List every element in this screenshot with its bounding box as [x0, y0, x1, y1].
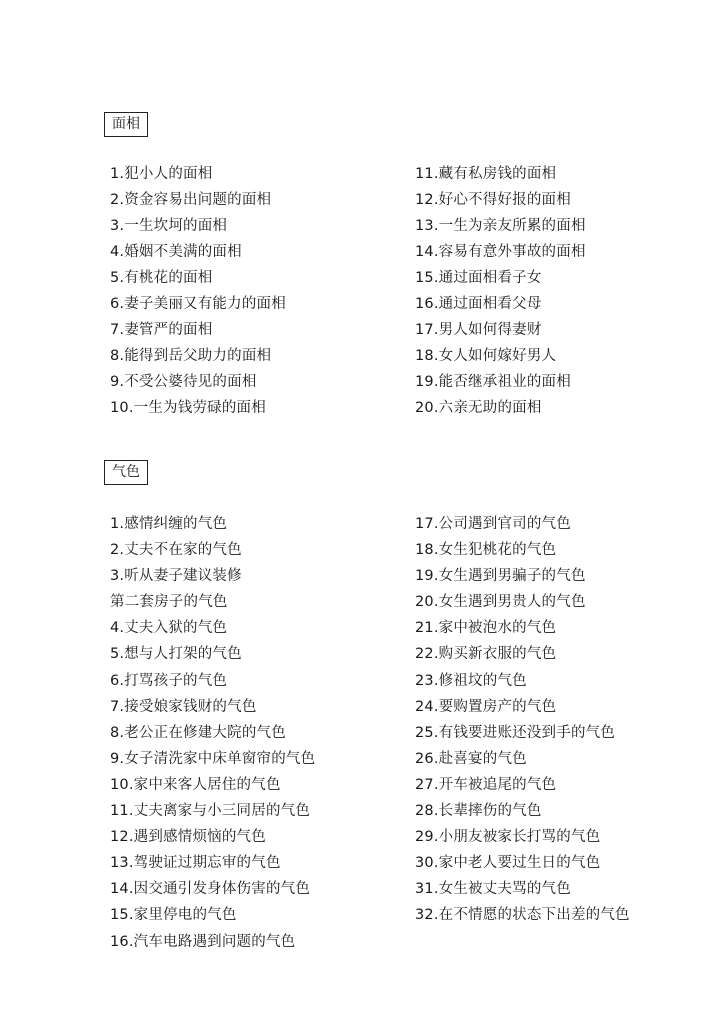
list-item: 20.六亲无助的面相	[415, 400, 542, 416]
list-item: 17.男人如何得妻财	[415, 322, 542, 338]
list-item: 22.购买新衣服的气色	[415, 646, 557, 663]
list-item: 13.驾驶证过期忘审的气色	[110, 855, 281, 872]
list-item: 9.不受公婆待见的面相	[110, 374, 257, 390]
list-item: 10.一生为钱劳碌的面相	[110, 400, 266, 416]
list-item: 7.接受娘家钱财的气色	[110, 698, 257, 715]
list-item: 3.一生坎坷的面相	[110, 218, 228, 234]
list-item: 2.丈夫不在家的气色	[110, 542, 242, 559]
list-item: 5.有桃花的面相	[110, 270, 213, 286]
list-item: 第二套房子的气色	[110, 594, 228, 611]
list-item: 25.有钱要进账还没到手的气色	[415, 724, 616, 741]
list-item: 28.长辈摔伤的气色	[415, 803, 542, 820]
section-title-qise: 气色	[104, 460, 148, 485]
list-item: 27.开车被追尾的气色	[415, 776, 557, 793]
list-item: 30.家中老人要过生日的气色	[415, 855, 601, 872]
list-item: 15.通过面相看子女	[415, 270, 542, 286]
list-item: 26.赴喜宴的气色	[415, 750, 527, 767]
list-item: 19.能否继承祖业的面相	[415, 374, 571, 390]
mianxiang-list-right	[415, 161, 715, 421]
list-item: 31.女生被丈夫骂的气色	[415, 881, 571, 898]
list-item: 6.打骂孩子的气色	[110, 672, 228, 689]
list-item: 13.一生为亲友所累的面相	[415, 218, 586, 234]
list-item: 8.能得到岳父助力的面相	[110, 348, 272, 364]
list-item: 11.藏有私房钱的面相	[415, 166, 557, 182]
list-item: 5.想与人打架的气色	[110, 646, 242, 663]
list-item: 15.家里停电的气色	[110, 907, 237, 924]
list-item: 7.妻管严的面相	[110, 322, 213, 338]
list-item: 16.汽车电路遇到问题的气色	[110, 933, 296, 950]
list-item: 24.要购置房产的气色	[415, 698, 557, 715]
list-item: 14.容易有意外事故的面相	[415, 244, 586, 260]
list-item: 6.妻子美丽又有能力的面相	[110, 296, 286, 312]
list-item: 21.家中被泡水的气色	[415, 620, 557, 637]
mianxiang-list-left	[110, 161, 410, 421]
list-item: 8.老公正在修建大院的气色	[110, 724, 286, 741]
list-item: 10.家中来客人居住的气色	[110, 776, 281, 793]
list-item: 18.女人如何嫁好男人	[415, 348, 557, 364]
qise-list-right	[415, 511, 715, 929]
list-item: 3.听从妻子建议装修	[110, 568, 242, 585]
list-item: 16.通过面相看父母	[415, 296, 542, 312]
list-item: 17.公司遇到官司的气色	[415, 516, 571, 532]
list-item: 2.资金容易出问题的面相	[110, 192, 272, 208]
list-item: 11.丈夫离家与小三同居的气色	[110, 803, 311, 820]
section-title-mianxiang: 面相	[104, 112, 148, 137]
list-item: 4.丈夫入狱的气色	[110, 620, 228, 637]
list-item: 18.女生犯桃花的气色	[415, 542, 557, 559]
list-item: 14.因交通引发身体伤害的气色	[110, 881, 311, 898]
list-item: 29.小朋友被家长打骂的气色	[415, 829, 601, 846]
qise-list-left	[110, 511, 410, 955]
list-item: 23.修祖坟的气色	[415, 672, 527, 689]
list-item: 4.婚姻不美满的面相	[110, 244, 242, 260]
list-item: 1.感情纠缠的气色	[110, 516, 228, 532]
list-item: 32.在不情愿的状态下出差的气色	[415, 907, 630, 924]
list-item: 12.遇到感情烦恼的气色	[110, 829, 266, 846]
list-item: 19.女生遇到男骗子的气色	[415, 568, 586, 585]
list-item: 9.女子清洗家中床单窗帘的气色	[110, 750, 316, 767]
list-item: 1.犯小人的面相	[110, 166, 213, 182]
list-item: 12.好心不得好报的面相	[415, 192, 571, 208]
list-item: 20.女生遇到男贵人的气色	[415, 594, 586, 611]
